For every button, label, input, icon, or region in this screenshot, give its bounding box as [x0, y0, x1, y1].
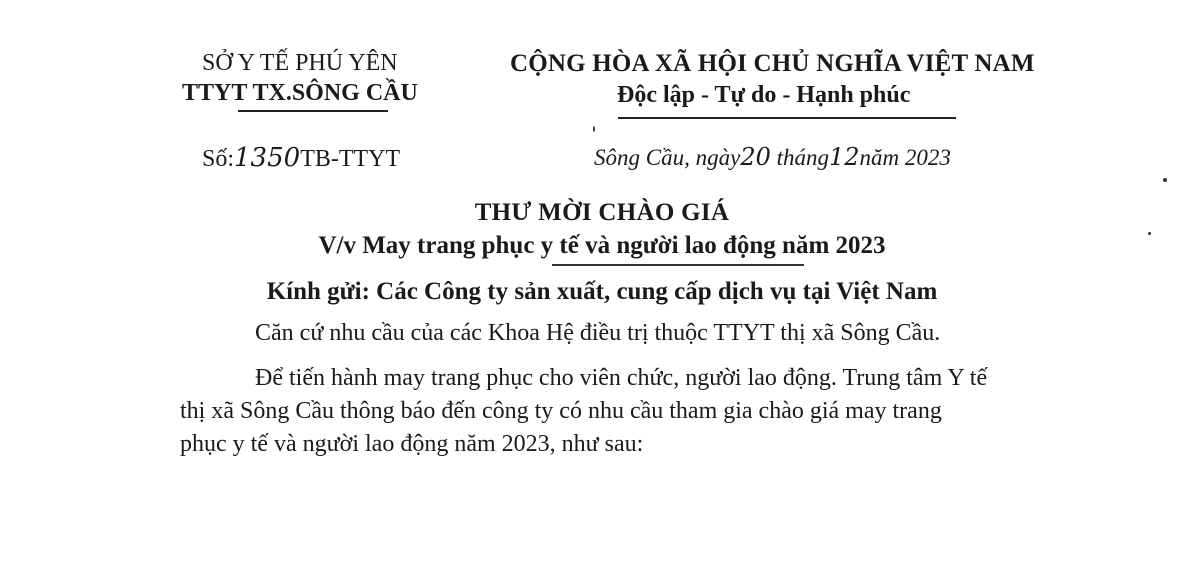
year-text: năm 2023	[859, 145, 951, 170]
recipient-line: Kính gửi: Các Công ty sản xuất, cung cấp dịch vụ tại Việt Nam	[266, 278, 938, 305]
doc-number-handwritten: 1350	[234, 143, 301, 173]
place-prefix: Sông Cầu, ngày	[594, 145, 741, 170]
day-handwritten: 20	[740, 143, 771, 171]
document-title: THƯ MỜI CHÀO GIÁ	[474, 199, 730, 226]
document-subject: V/v May trang phục y tế và người lao động năm 2023	[318, 232, 886, 259]
month-handwritten: 12	[829, 143, 860, 171]
national-motto: Độc lập - Tự do - Hạnh phúc	[617, 82, 911, 108]
document-number	[202, 143, 400, 173]
doc-number-suffix: TB-TTYT	[300, 146, 401, 172]
motto-underline	[618, 117, 956, 119]
place-and-date	[594, 143, 951, 171]
scan-speck	[1148, 232, 1151, 235]
paragraph-basis: Căn cứ nhu cầu của các Khoa Hệ điều trị thuộc TTYT thị xã Sông Cầu.	[255, 320, 941, 346]
subject-underline	[552, 264, 804, 266]
paragraph-body-line-2: thị xã Sông Cầu thông báo đến công ty có nhu cầu tham gia chào giá may trang	[180, 398, 942, 424]
month-label: tháng	[776, 145, 829, 170]
issuing-unit: TTYT TX.SÔNG CẦU	[182, 80, 418, 106]
doc-number-prefix: Số:	[202, 146, 235, 172]
scan-speck	[1163, 178, 1167, 182]
issuing-agency: SỞ Y TẾ PHÚ YÊN	[202, 50, 398, 76]
national-title: CỘNG HÒA XÃ HỘI CHỦ NGHĨA VIỆT NAM	[510, 50, 1035, 77]
paragraph-body-line-3: phục y tế và người lao động năm 2023, như sau:	[180, 431, 644, 457]
scan-speck	[593, 126, 595, 132]
paragraph-body-line-1: Để tiến hành may trang phục cho viên chức, người lao động. Trung tâm Y tế	[255, 365, 988, 391]
unit-underline	[238, 110, 388, 112]
